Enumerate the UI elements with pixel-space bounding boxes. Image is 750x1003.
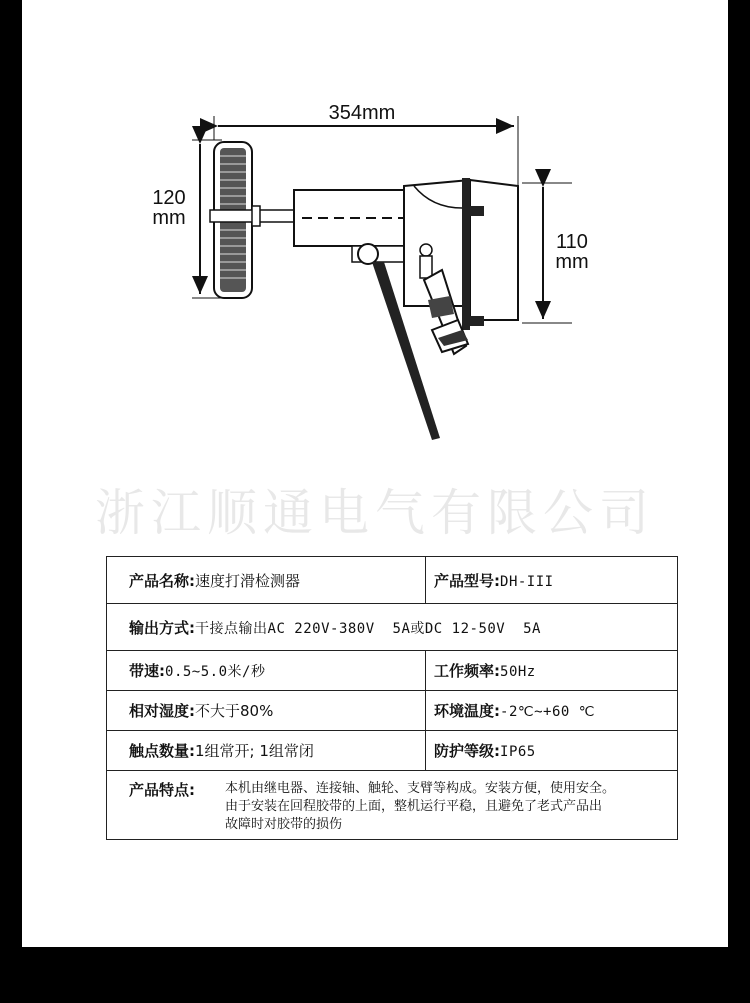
feature-line: 由于安装在回程胶带的上面，整机运行平稳，且避免了老式产品出 xyxy=(225,798,603,814)
relay-body xyxy=(404,178,518,330)
ambient-temp-cell: 环境温度:-2℃~+60 ℃ xyxy=(426,691,678,731)
humidity-value: 不大于80% xyxy=(195,702,274,720)
humidity-cell: 相对湿度:不大于80% xyxy=(107,691,426,731)
specification-table xyxy=(106,556,678,840)
output-mode-value: 干接点输出AC 220V-380V 5A或DC 12-50V 5A xyxy=(195,620,541,637)
contact-count-label: 触点数量 xyxy=(129,742,190,760)
table-row xyxy=(107,731,678,771)
company-watermark: 浙江顺通电气有限公司 xyxy=(95,484,655,542)
belt-speed-cell: 带速:0.5~5.0米/秒 xyxy=(107,651,426,691)
product-model-label: 产品型号 xyxy=(434,571,495,590)
protection-grade-value: IP65 xyxy=(500,744,536,760)
protection-grade-label: 防护等级 xyxy=(434,742,495,760)
product-features-cell xyxy=(107,771,678,840)
work-frequency-cell: 工作频率:50Hz xyxy=(426,651,678,691)
work-frequency-value: 50Hz xyxy=(500,664,536,680)
table-row xyxy=(107,604,678,651)
table-row xyxy=(107,651,678,691)
table-row xyxy=(107,771,678,840)
ambient-temp-label: 环境温度 xyxy=(434,702,495,720)
dimension-drawing-svg xyxy=(22,0,728,470)
product-features-text xyxy=(225,780,615,834)
output-mode-label: 输出方式 xyxy=(129,618,190,637)
output-mode-cell: 输出方式:干接点输出AC 220V-380V 5A或DC 12-50V 5A xyxy=(107,604,678,651)
box-height-unit: mm xyxy=(555,251,589,273)
product-dimension-drawing xyxy=(22,0,728,470)
belt-speed-label: 带速 xyxy=(129,662,160,680)
work-frequency-label: 工作频率 xyxy=(434,662,495,680)
belt-speed-value: 0.5~5.0米/秒 xyxy=(165,664,266,680)
feature-line: 本机由继电器、连接轴、触轮、支臂等构成。安装方便，使用安全。 xyxy=(225,780,616,796)
product-name-label: 产品名称 xyxy=(129,571,190,590)
friction-wheel xyxy=(210,142,300,298)
feature-line: 故障时对胶带的损伤 xyxy=(225,816,343,832)
width-dimension-label: 354mm xyxy=(328,102,396,124)
table-row xyxy=(107,691,678,731)
humidity-label: 相对湿度 xyxy=(129,702,190,720)
product-page xyxy=(22,0,728,947)
table-row xyxy=(107,557,678,604)
product-features-label: 产品特点: xyxy=(129,780,195,799)
ambient-temp-value: -2℃~+60 ℃ xyxy=(500,704,595,720)
box-height-value: 110 xyxy=(556,231,588,253)
width-dimension-line xyxy=(214,116,518,190)
product-name-cell: 产品名称:速度打滑检测器 xyxy=(107,557,426,604)
contact-count-value: 1组常开; 1组常闭 xyxy=(195,742,314,760)
protection-grade-cell: 防护等级:IP65 xyxy=(426,731,678,771)
wheel-height-value: 120 xyxy=(152,187,186,209)
product-model-value: DH-III xyxy=(500,573,554,590)
product-name-value: 速度打滑检测器 xyxy=(195,571,301,590)
contact-count-cell: 触点数量:1组常开; 1组常闭 xyxy=(107,731,426,771)
box-height-label xyxy=(544,232,600,272)
product-model-cell: 产品型号:DH-III xyxy=(426,557,678,604)
wheel-height-unit: mm xyxy=(152,207,186,229)
wheel-height-label xyxy=(142,188,196,228)
